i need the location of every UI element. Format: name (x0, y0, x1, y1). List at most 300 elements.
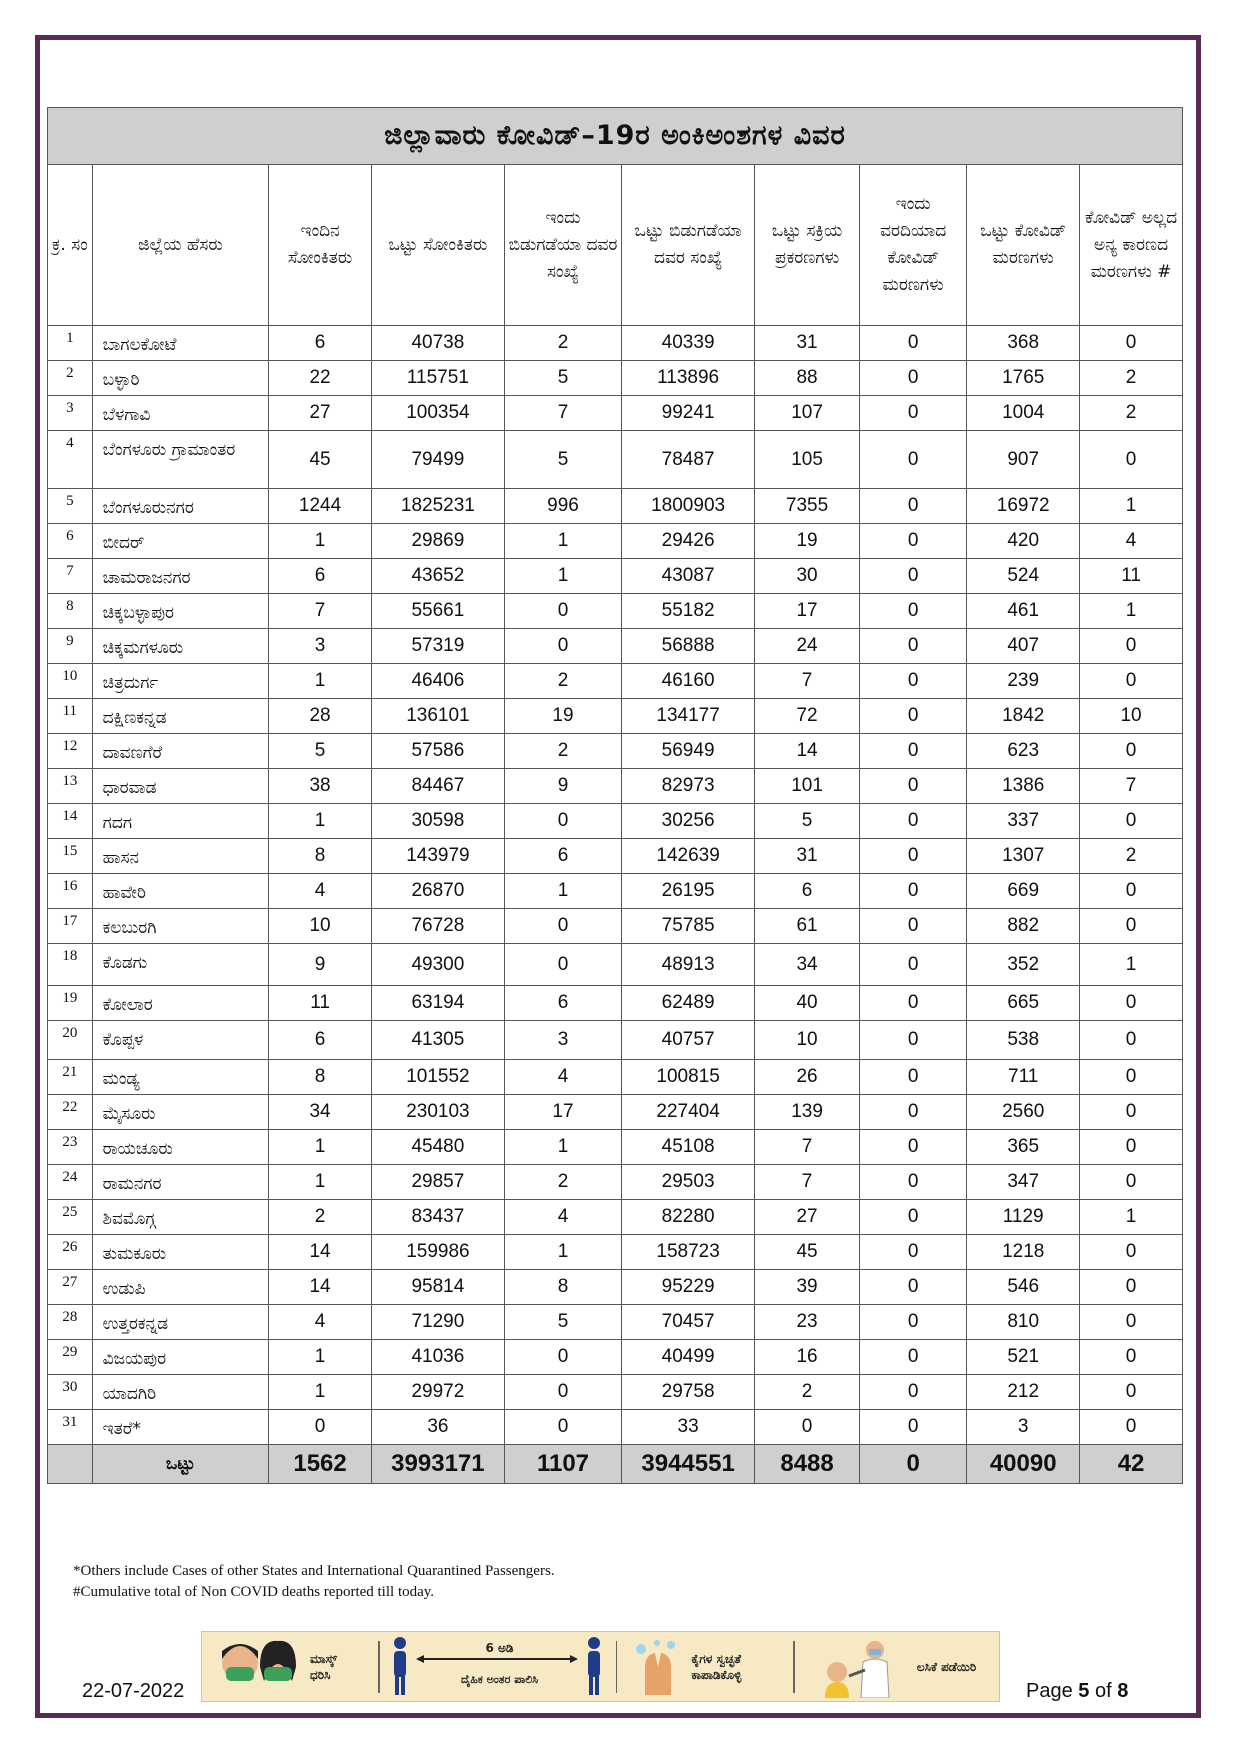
district-name-cell: ಯಾದಗಿರಿ (92, 1375, 269, 1410)
serial-cell: 17 (48, 909, 93, 944)
value-cell: 1 (1080, 489, 1183, 524)
value-cell: 38 (269, 769, 372, 804)
value-cell: 0 (504, 1410, 621, 1445)
value-cell: 4 (504, 1060, 621, 1095)
value-cell: 29869 (371, 524, 504, 559)
district-name-cell: ಚಿಕ್ಕಮಗಳೂರು (92, 629, 269, 664)
value-cell: 0 (1080, 1130, 1183, 1165)
value-cell: 0 (1080, 326, 1183, 361)
value-cell: 1 (269, 664, 372, 699)
value-cell: 0 (860, 1165, 967, 1200)
table-row (48, 489, 1183, 524)
mask-faces-icon (216, 1637, 306, 1697)
value-cell: 0 (504, 1375, 621, 1410)
value-cell: 0 (860, 431, 967, 489)
value-cell: 4 (269, 1305, 372, 1340)
value-cell: 365 (967, 1130, 1080, 1165)
serial-cell: 9 (48, 629, 93, 664)
value-cell: 63194 (371, 986, 504, 1021)
table-row (48, 1060, 1183, 1095)
value-cell: 1 (269, 1340, 372, 1375)
value-cell: 2 (1080, 361, 1183, 396)
value-cell: 368 (967, 326, 1080, 361)
serial-cell: 7 (48, 559, 93, 594)
table-row (48, 629, 1183, 664)
table-row (48, 1095, 1183, 1130)
table-row (48, 396, 1183, 431)
value-cell: 420 (967, 524, 1080, 559)
table-row (48, 1235, 1183, 1270)
table-row (48, 1021, 1183, 1060)
value-cell: 30598 (371, 804, 504, 839)
district-name-cell: ಇತರೆ* (92, 1410, 269, 1445)
column-header: ಜಿಲ್ಲೆಯ ಹೆಸರು (92, 165, 269, 326)
value-cell: 0 (860, 1305, 967, 1340)
value-cell: 43652 (371, 559, 504, 594)
table-row (48, 769, 1183, 804)
value-cell: 8 (504, 1270, 621, 1305)
value-cell: 9 (504, 769, 621, 804)
table-row (48, 524, 1183, 559)
table-body (48, 326, 1183, 1484)
value-cell: 0 (860, 664, 967, 699)
table-row (48, 1410, 1183, 1445)
value-cell: 0 (1080, 1235, 1183, 1270)
serial-cell: 11 (48, 699, 93, 734)
serial-cell: 31 (48, 1410, 93, 1445)
value-cell: 0 (860, 1130, 967, 1165)
serial-cell: 18 (48, 944, 93, 986)
value-cell: 31 (755, 326, 860, 361)
value-cell: 0 (860, 1235, 967, 1270)
value-cell: 0 (1080, 664, 1183, 699)
serial-cell: 22 (48, 1095, 93, 1130)
table-row (48, 326, 1183, 361)
value-cell: 1244 (269, 489, 372, 524)
value-cell: 40339 (622, 326, 755, 361)
value-cell: 1 (1080, 944, 1183, 986)
district-name-cell: ಕಲಬುರಗಿ (92, 909, 269, 944)
value-cell: 0 (1080, 874, 1183, 909)
banner-hands-section (617, 1632, 793, 1701)
value-cell: 0 (1080, 629, 1183, 664)
value-cell: 7 (504, 396, 621, 431)
value-cell: 0 (1080, 1340, 1183, 1375)
value-cell: 7 (269, 594, 372, 629)
district-name-cell: ಬಾಗಲಕೋಟೆ (92, 326, 269, 361)
value-cell: 71290 (371, 1305, 504, 1340)
value-cell: 49300 (371, 944, 504, 986)
serial-cell: 20 (48, 1021, 93, 1060)
value-cell: 0 (504, 804, 621, 839)
value-cell: 0 (1080, 804, 1183, 839)
value-cell: 0 (1080, 1305, 1183, 1340)
value-cell: 711 (967, 1060, 1080, 1095)
value-cell: 2560 (967, 1095, 1080, 1130)
value-cell: 623 (967, 734, 1080, 769)
value-cell: 7 (755, 1165, 860, 1200)
value-cell: 26 (755, 1060, 860, 1095)
value-cell: 227404 (622, 1095, 755, 1130)
table-row (48, 1200, 1183, 1235)
value-cell: 57319 (371, 629, 504, 664)
value-cell: 2 (1080, 839, 1183, 874)
value-cell: 5 (755, 804, 860, 839)
value-cell: 100354 (371, 396, 504, 431)
value-cell: 546 (967, 1270, 1080, 1305)
value-cell: 95229 (622, 1270, 755, 1305)
value-cell: 39 (755, 1270, 860, 1305)
serial-cell: 13 (48, 769, 93, 804)
table-row (48, 1305, 1183, 1340)
value-cell: 78487 (622, 431, 755, 489)
value-cell: 29857 (371, 1165, 504, 1200)
value-cell: 29503 (622, 1165, 755, 1200)
report-date: 22-07-2022 (82, 1680, 185, 1702)
value-cell: 11 (269, 986, 372, 1021)
total-value-cell: 40090 (967, 1445, 1080, 1484)
value-cell: 0 (860, 1270, 967, 1305)
total-value-cell: 42 (1080, 1445, 1183, 1484)
district-name-cell: ಮೈಸೂರು (92, 1095, 269, 1130)
column-header: ಇಂದಿನ ಸೋಂಕಿತರು (269, 165, 372, 326)
value-cell: 159986 (371, 1235, 504, 1270)
value-cell: 337 (967, 804, 1080, 839)
value-cell: 22 (269, 361, 372, 396)
value-cell: 669 (967, 874, 1080, 909)
value-cell: 3 (269, 629, 372, 664)
banner-vaccine-text: ಲಸಿಕೆ ಪಡೆಯಿರಿ (916, 1659, 977, 1674)
value-cell: 11 (1080, 559, 1183, 594)
value-cell: 46406 (371, 664, 504, 699)
serial-cell: 25 (48, 1200, 93, 1235)
value-cell: 0 (860, 559, 967, 594)
district-name-cell: ಗದಗ (92, 804, 269, 839)
value-cell: 1129 (967, 1200, 1080, 1235)
value-cell: 75785 (622, 909, 755, 944)
value-cell: 0 (860, 326, 967, 361)
value-cell: 2 (1080, 396, 1183, 431)
value-cell: 0 (1080, 1410, 1183, 1445)
district-name-cell: ಮಂಡ್ಯ (92, 1060, 269, 1095)
serial-cell: 6 (48, 524, 93, 559)
value-cell: 56949 (622, 734, 755, 769)
table-row (48, 944, 1183, 986)
value-cell: 524 (967, 559, 1080, 594)
value-cell: 1 (504, 874, 621, 909)
value-cell: 0 (860, 629, 967, 664)
value-cell: 2 (504, 664, 621, 699)
value-cell: 230103 (371, 1095, 504, 1130)
table-row (48, 1375, 1183, 1410)
district-name-cell: ಧಾರವಾಡ (92, 769, 269, 804)
value-cell: 0 (860, 1021, 967, 1060)
table-row (48, 874, 1183, 909)
value-cell: 14 (269, 1270, 372, 1305)
value-cell: 461 (967, 594, 1080, 629)
value-cell: 1 (504, 559, 621, 594)
district-name-cell: ಶಿವಮೊಗ್ಗ (92, 1200, 269, 1235)
value-cell: 43087 (622, 559, 755, 594)
district-name-cell: ಕೊಡಗು (92, 944, 269, 986)
value-cell: 143979 (371, 839, 504, 874)
table-row (48, 734, 1183, 769)
value-cell: 0 (860, 734, 967, 769)
total-value-cell: 0 (860, 1445, 967, 1484)
value-cell: 29972 (371, 1375, 504, 1410)
district-name-cell: ರಾಯಚೂರು (92, 1130, 269, 1165)
value-cell: 239 (967, 664, 1080, 699)
value-cell: 45 (269, 431, 372, 489)
column-header: ಒಟ್ಟು ಸೋಂಕಿತರು (371, 165, 504, 326)
column-header: ಕ್ರ. ಸಂ (48, 165, 93, 326)
value-cell: 6 (755, 874, 860, 909)
value-cell: 0 (860, 361, 967, 396)
value-cell: 6 (269, 1021, 372, 1060)
value-cell: 0 (860, 986, 967, 1021)
serial-cell: 10 (48, 664, 93, 699)
serial-cell: 3 (48, 396, 93, 431)
table-row (48, 664, 1183, 699)
district-name-cell: ಕೋಲಾರ (92, 986, 269, 1021)
value-cell: 99241 (622, 396, 755, 431)
value-cell: 0 (504, 944, 621, 986)
district-name-cell: ಹಾವೇರಿ (92, 874, 269, 909)
value-cell: 10 (269, 909, 372, 944)
value-cell: 10 (755, 1021, 860, 1060)
table-row (48, 361, 1183, 396)
district-name-cell: ಚಾಮರಾಜನಗರ (92, 559, 269, 594)
value-cell: 0 (504, 909, 621, 944)
value-cell: 95814 (371, 1270, 504, 1305)
value-cell: 40738 (371, 326, 504, 361)
serial-cell: 21 (48, 1060, 93, 1095)
value-cell: 2 (504, 734, 621, 769)
value-cell: 41036 (371, 1340, 504, 1375)
column-header: ಇಂದು ಬಿಡುಗಡೆಯಾ ದವರ ಸಂಖ್ಯೆ (504, 165, 621, 326)
serial-cell: 16 (48, 874, 93, 909)
value-cell: 16 (755, 1340, 860, 1375)
serial-cell: 5 (48, 489, 93, 524)
value-cell: 665 (967, 986, 1080, 1021)
value-cell: 26195 (622, 874, 755, 909)
district-name-cell: ಚಿಕ್ಕಬಳ್ಳಾಪುರ (92, 594, 269, 629)
value-cell: 0 (860, 944, 967, 986)
district-name-cell: ಬೆಳಗಾವಿ (92, 396, 269, 431)
value-cell: 0 (504, 1340, 621, 1375)
serial-cell: 8 (48, 594, 93, 629)
value-cell: 41305 (371, 1021, 504, 1060)
banner-distance-section (380, 1632, 616, 1701)
value-cell: 46160 (622, 664, 755, 699)
value-cell: 113896 (622, 361, 755, 396)
value-cell: 7 (755, 1130, 860, 1165)
value-cell: 34 (269, 1095, 372, 1130)
value-cell: 0 (860, 524, 967, 559)
total-blank-cell (48, 1445, 93, 1484)
value-cell: 19 (504, 699, 621, 734)
value-cell: 1 (269, 804, 372, 839)
value-cell: 76728 (371, 909, 504, 944)
column-header: ಇಂದು ವರದಿಯಾದ ಕೋವಿಡ್ ಮರಣಗಳು (860, 165, 967, 326)
district-name-cell: ರಾಮನಗರ (92, 1165, 269, 1200)
value-cell: 23 (755, 1305, 860, 1340)
value-cell: 142639 (622, 839, 755, 874)
value-cell: 0 (1080, 1165, 1183, 1200)
value-cell: 882 (967, 909, 1080, 944)
value-cell: 4 (1080, 524, 1183, 559)
district-name-cell: ಹಾಸನ (92, 839, 269, 874)
value-cell: 100815 (622, 1060, 755, 1095)
value-cell: 0 (1080, 431, 1183, 489)
value-cell: 6 (269, 559, 372, 594)
serial-cell: 4 (48, 431, 93, 489)
value-cell: 1 (504, 524, 621, 559)
value-cell: 1 (269, 1375, 372, 1410)
page-prefix: Page (1026, 1680, 1073, 1702)
value-cell: 7 (755, 664, 860, 699)
value-cell: 29758 (622, 1375, 755, 1410)
value-cell: 55182 (622, 594, 755, 629)
value-cell: 0 (504, 629, 621, 664)
value-cell: 1004 (967, 396, 1080, 431)
total-value-cell: 8488 (755, 1445, 860, 1484)
district-covid-table (47, 107, 1183, 1484)
page-of: of (1094, 1680, 1112, 1702)
value-cell: 347 (967, 1165, 1080, 1200)
table-row (48, 699, 1183, 734)
footnote-others: *Others include Cases of other States and International Quarantined Passengers. (73, 1563, 555, 1579)
table-row (48, 594, 1183, 629)
value-cell: 7 (1080, 769, 1183, 804)
value-cell: 72 (755, 699, 860, 734)
value-cell: 352 (967, 944, 1080, 986)
value-cell: 0 (860, 396, 967, 431)
serial-cell: 28 (48, 1305, 93, 1340)
serial-cell: 12 (48, 734, 93, 769)
value-cell: 27 (755, 1200, 860, 1235)
value-cell: 31 (755, 839, 860, 874)
district-table-container (47, 107, 1183, 1484)
banner-vaccine-section (795, 1632, 999, 1701)
value-cell: 2 (269, 1200, 372, 1235)
value-cell: 907 (967, 431, 1080, 489)
district-name-cell: ಚಿತ್ರದುರ್ಗ (92, 664, 269, 699)
table-title: ಜಿಲ್ಲಾವಾರು ಕೋವಿಡ್–19ರ ಅಂಕಿಅಂಶಗಳ ವಿವರ (48, 108, 1183, 165)
value-cell: 0 (860, 804, 967, 839)
value-cell: 1 (269, 1130, 372, 1165)
district-name-cell: ಬಳ್ಳಾರಿ (92, 361, 269, 396)
value-cell: 56888 (622, 629, 755, 664)
value-cell: 3 (504, 1021, 621, 1060)
value-cell: 14 (755, 734, 860, 769)
value-cell: 101 (755, 769, 860, 804)
value-cell: 0 (1080, 909, 1183, 944)
value-cell: 1307 (967, 839, 1080, 874)
value-cell: 8 (269, 1060, 372, 1095)
serial-cell: 27 (48, 1270, 93, 1305)
value-cell: 24 (755, 629, 860, 664)
value-cell: 136101 (371, 699, 504, 734)
value-cell: 538 (967, 1021, 1080, 1060)
value-cell: 2 (755, 1375, 860, 1410)
column-header: ಒಟ್ಟು ಸಕ್ರಿಯ ಪ್ರಕರಣಗಳು (755, 165, 860, 326)
table-row (48, 1130, 1183, 1165)
value-cell: 79499 (371, 431, 504, 489)
value-cell: 134177 (622, 699, 755, 734)
value-cell: 1 (269, 1165, 372, 1200)
value-cell: 0 (1080, 1270, 1183, 1305)
district-name-cell: ವಿಜಯಪುರ (92, 1340, 269, 1375)
banner-hands-text: ಕೈಗಳ ಸ್ವಚ್ಛತೆ ಕಾಪಾಡಿಕೊಳ್ಳಿ (691, 1651, 742, 1682)
table-row (48, 1340, 1183, 1375)
serial-cell: 1 (48, 326, 93, 361)
value-cell: 105 (755, 431, 860, 489)
value-cell: 19 (755, 524, 860, 559)
value-cell: 0 (860, 1375, 967, 1410)
table-row (48, 1165, 1183, 1200)
value-cell: 17 (755, 594, 860, 629)
value-cell: 84467 (371, 769, 504, 804)
value-cell: 30 (755, 559, 860, 594)
district-name-cell: ಬೆಂಗಳೂರುನಗರ (92, 489, 269, 524)
page-current: 5 (1078, 1680, 1090, 1702)
total-value-cell: 1107 (504, 1445, 621, 1484)
value-cell: 0 (860, 909, 967, 944)
value-cell: 1 (269, 524, 372, 559)
page-number (1026, 1680, 1128, 1703)
table-row (48, 1270, 1183, 1305)
district-name-cell: ದಾವಣಗೆರೆ (92, 734, 269, 769)
page-total: 8 (1117, 1680, 1129, 1702)
value-cell: 4 (504, 1200, 621, 1235)
table-row (48, 909, 1183, 944)
district-name-cell: ತುಮಕೂರು (92, 1235, 269, 1270)
district-name-cell: ಉಡುಪಿ (92, 1270, 269, 1305)
total-value-cell: 1562 (269, 1445, 372, 1484)
distance-label: 6 ಅಡಿ (485, 1641, 514, 1655)
value-cell: 6 (504, 839, 621, 874)
value-cell: 4 (269, 874, 372, 909)
banner-mask-section (202, 1632, 378, 1701)
value-cell: 1 (504, 1130, 621, 1165)
value-cell: 2 (504, 1165, 621, 1200)
value-cell: 45 (755, 1235, 860, 1270)
value-cell: 1842 (967, 699, 1080, 734)
value-cell: 0 (504, 594, 621, 629)
total-label: ಒಟ್ಟು (92, 1445, 269, 1484)
value-cell: 1386 (967, 769, 1080, 804)
vaccination-icon (809, 1636, 909, 1698)
value-cell: 82973 (622, 769, 755, 804)
district-name-cell: ಬೆಂಗಳೂರು ಗ್ರಾಮಾಂತರ (92, 431, 269, 489)
serial-cell: 14 (48, 804, 93, 839)
table-row (48, 431, 1183, 489)
value-cell: 0 (860, 839, 967, 874)
serial-cell: 19 (48, 986, 93, 1021)
serial-cell: 23 (48, 1130, 93, 1165)
value-cell: 407 (967, 629, 1080, 664)
value-cell: 996 (504, 489, 621, 524)
value-cell: 212 (967, 1375, 1080, 1410)
value-cell: 1765 (967, 361, 1080, 396)
footnote-non-covid: #Cumulative total of Non COVID deaths reported till today. (73, 1584, 435, 1600)
column-header: ಒಟ್ಟು ಕೋವಿಡ್ ಮರಣಗಳು (967, 165, 1080, 326)
total-row (48, 1445, 1183, 1484)
value-cell: 27 (269, 396, 372, 431)
value-cell: 521 (967, 1340, 1080, 1375)
column-header: ಕೋವಿಡ್ ಅಲ್ಲದ ಅನ್ಯ ಕಾರಣದ ಮರಣಗಳು # (1080, 165, 1183, 326)
